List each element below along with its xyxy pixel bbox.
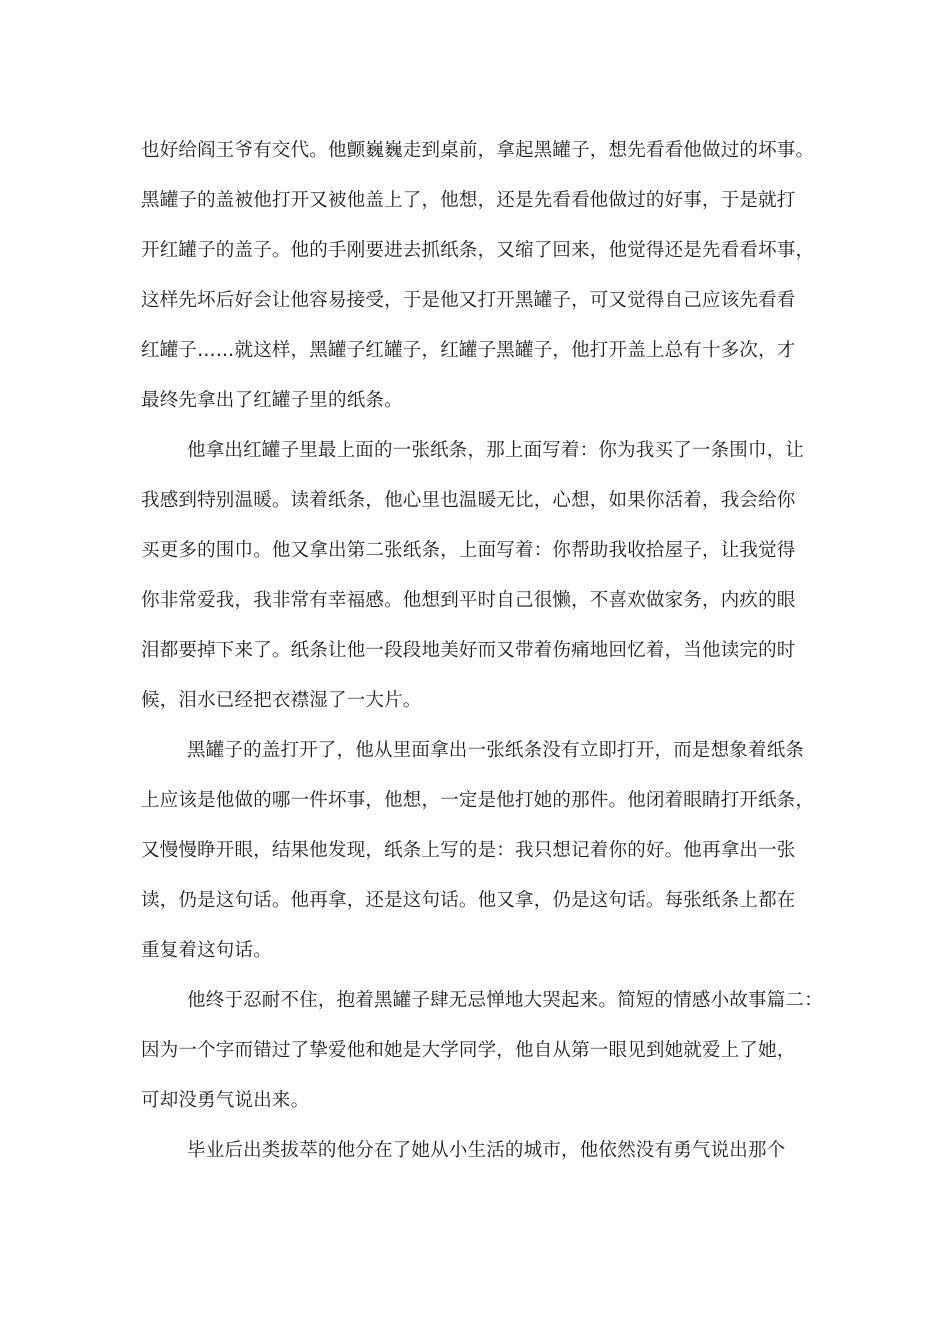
text-line: 这样先坏后好会让他容易接受，于是他又打开黑罐子，可又觉得自己应该先看看 <box>141 290 796 311</box>
text-line: 上应该是他做的哪一件坏事，他想，一定是他打她的那件。他闭着眼睛打开纸条， <box>141 790 815 811</box>
text-line: 黑罐子的盖被他打开又被他盖上了，他想，还是先看看他做过的好事，于是就打 <box>141 190 796 211</box>
text-line: 也好给阎王爷有交代。他颤巍巍走到桌前，拿起黑罐子，想先看看他做过的坏事。 <box>141 140 815 161</box>
text-line: 读，仍是这句话。他再拿，还是这句话。他又拿，仍是这句话。每张纸条上都在 <box>141 890 796 911</box>
text-line: 你非常爱我，我非常有幸福感。他想到平时自己很懒，不喜欢做家务，内疚的眼 <box>141 590 796 611</box>
paragraph-first-line: 黑罐子的盖打开了，他从里面拿出一张纸条没有立即打开，而是想象着纸条 <box>187 740 805 761</box>
text-line: 候，泪水已经把衣襟湿了一大片。 <box>141 690 422 711</box>
text-line: 红罐子……就这样，黑罐子红罐子，红罐子黑罐子，他打开盖上总有十多次，才 <box>141 340 796 361</box>
text-line: 买更多的围巾。他又拿出第二张纸条，上面写着：你帮助我收拾屋子，让我觉得 <box>141 540 796 561</box>
text-line: 又慢慢睁开眼，结果他发现，纸条上写的是：我只想记着你的好。他再拿出一张 <box>141 840 796 861</box>
text-line: 因为一个字而错过了挚爱他和她是大学同学，他自从第一眼见到她就爱上了她， <box>141 1040 796 1061</box>
text-line: 可却没勇气说出来。 <box>141 1090 310 1111</box>
text-line: 重复着这句话。 <box>141 940 272 961</box>
text-line: 泪都要掉下来了。纸条让他一段段地美好而又带着伤痛地回忆着，当他读完的时 <box>141 640 796 661</box>
paragraph-first-line: 他终于忍耐不住，抱着黑罐子肆无忌惮地大哭起来。简短的情感小故事篇二： <box>187 990 823 1011</box>
text-line: 开红罐子的盖子。他的手刚要进去抓纸条，又缩了回来，他觉得还是先看看坏事， <box>141 240 815 261</box>
text-line: 我感到特别温暖。读着纸条，他心里也温暖无比，心想，如果你活着，我会给你 <box>141 490 796 511</box>
text-line: 最终先拿出了红罐子里的纸条。 <box>141 390 403 411</box>
paragraph-first-line: 他拿出红罐子里最上面的一张纸条，那上面写着：你为我买了一条围巾，让 <box>187 440 805 461</box>
paragraph-first-line: 毕业后出类拔萃的他分在了她从小生活的城市，他依然没有勇气说出那个 <box>187 1140 786 1161</box>
